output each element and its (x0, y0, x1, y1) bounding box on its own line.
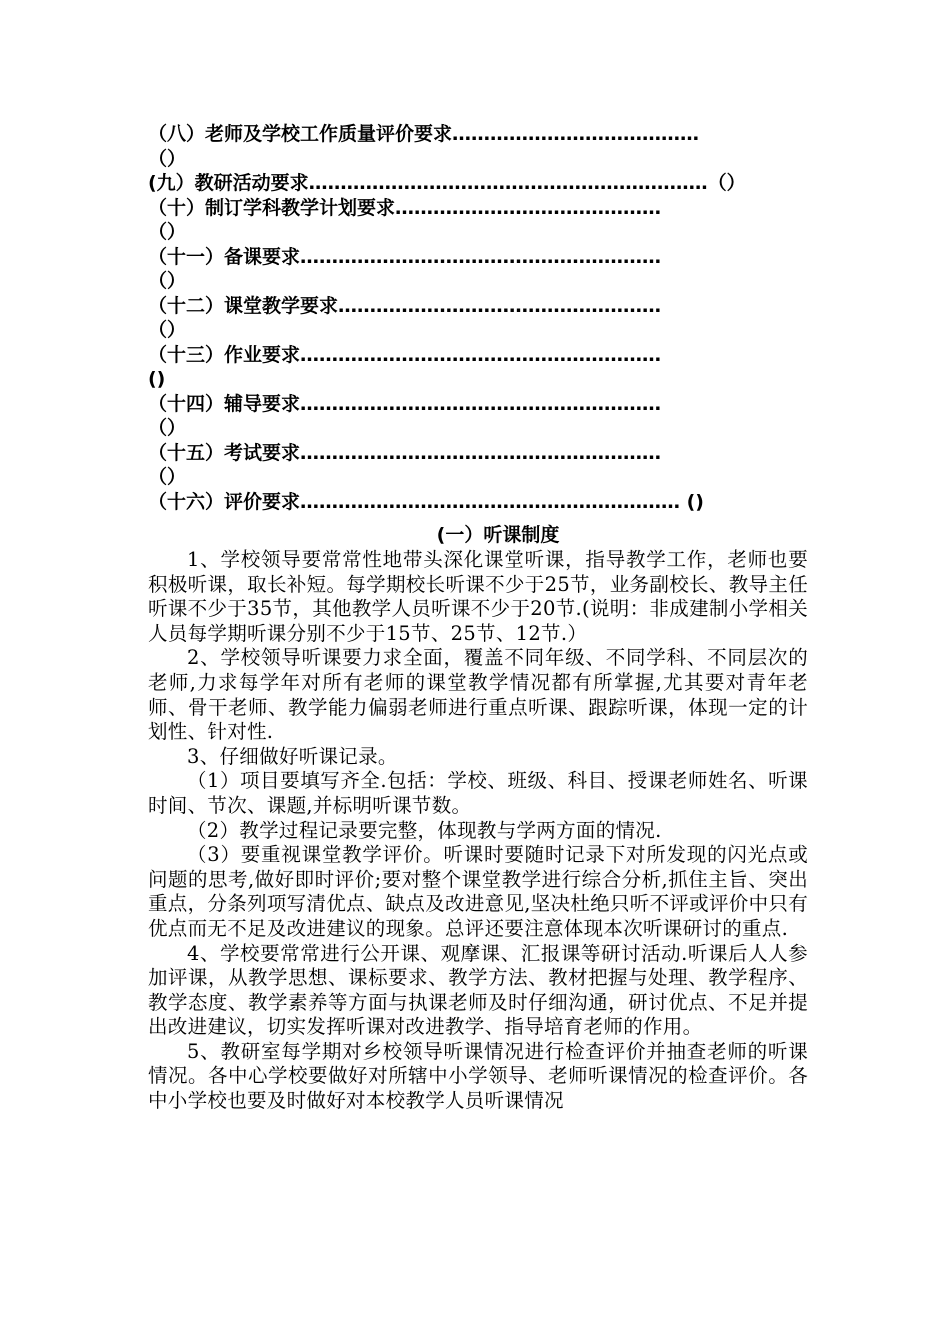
toc-entry-14: （十四）辅导要求………………………………………………… (148, 392, 662, 415)
toc-entry-15: （十五）考试要求………………………………………………… (148, 441, 662, 464)
paragraph-3: 3、仔细做好听课记录。 (187, 744, 398, 768)
toc-entry-15-page: （） (148, 466, 187, 488)
toc-entry-16: （十六）评价要求…………………………………………………… () (148, 490, 704, 513)
toc-entry-10: （十）制订学科教学计划要求…………………………………… (148, 196, 662, 219)
toc-entry-10-page: （） (148, 221, 187, 243)
toc-entry-11-page: （） (148, 270, 187, 292)
toc-entry-9: (九）教研活动要求………………………………………………………（） (148, 172, 746, 194)
paragraph-4: 4、学校要常常进行公开课、观摩课、汇报课等研讨活动.听课后人人参加评课，从教学思想、课标要求、教学方法、教材把握与处理、教学程序、教学态度、教学素养等方面与执课老师及时仔细沟通，研讨优点、不足并提出改进建议，切实发挥听课对改进教学、指导培育老师的作用。 (148, 941, 808, 1039)
toc-entry-8-page: （） (148, 147, 187, 170)
paragraph-2: 2、学校领导听课要力求全面，覆盖不同年级、不同学科、不同层次的老师,力求每学年对所有老师的课堂教学情况都有所掌握,尤其要对青年老师、骨干老师、教学能力偏弱老师进行重点听课、跟踪听课，体现一定的计划性、针对性. (148, 646, 808, 744)
section-body (148, 522, 808, 1114)
paragraph-3-3: （3）要重视课堂教学评价。听课时要随时记录下对所发现的闪光点或问题的思考,做好即时评价;要对整个课堂教学进行综合分析,抓住主旨、突出重点，分条列项写清优点、缺点及改进意见,坚决杜绝只听不评或评价中只有优点而无不足及改进建议的现象。总评还要注意体现本次听课研讨的重点. (148, 843, 808, 940)
toc-entry-13-page: () (148, 368, 166, 390)
toc-entry-11: （十一）备课要求………………………………………………… (148, 245, 662, 268)
paragraph-1: 1、学校领导要常常性地带头深化课堂听课，指导教学工作，老师也要积极听课，取长补短。每学期校长听课不少于25节，业务副校长、教导主任听课不少于35节，其他教学人员听课不少于20节.(说明：非成建制小学相关人员每学期听课分别不少于15节、25节、12节.） (148, 548, 808, 645)
toc-entry-14-page: （） (148, 417, 187, 439)
section-title: (一）听课制度 (436, 524, 560, 546)
paragraph-3-1: （1）项目要填写齐全.包括：学校、班级、科目、授课老师姓名、听课时间、节次、课题,并标明听课节数。 (148, 769, 808, 817)
toc-entry-13: （十三）作业要求………………………………………………… (148, 343, 662, 366)
toc-entry-12-page: （） (148, 319, 187, 341)
paragraph-3-2: （2）教学过程记录要完整，体现教与学两方面的情况. (187, 818, 662, 842)
toc-entry-12: （十二）课堂教学要求…………………………………………… (148, 294, 662, 317)
table-of-contents (148, 122, 803, 514)
paragraph-5: 5、教研室每学期对乡校领导听课情况进行检查评价并抽查老师的听课情况。各中心学校要做好对所辖中小学领导、老师听课情况的检查评价。各中小学校也要及时做好对本校教学人员听课情况 (148, 1039, 808, 1113)
toc-entry-8: （八）老师及学校工作质量评价要求………………………………… (148, 123, 700, 145)
